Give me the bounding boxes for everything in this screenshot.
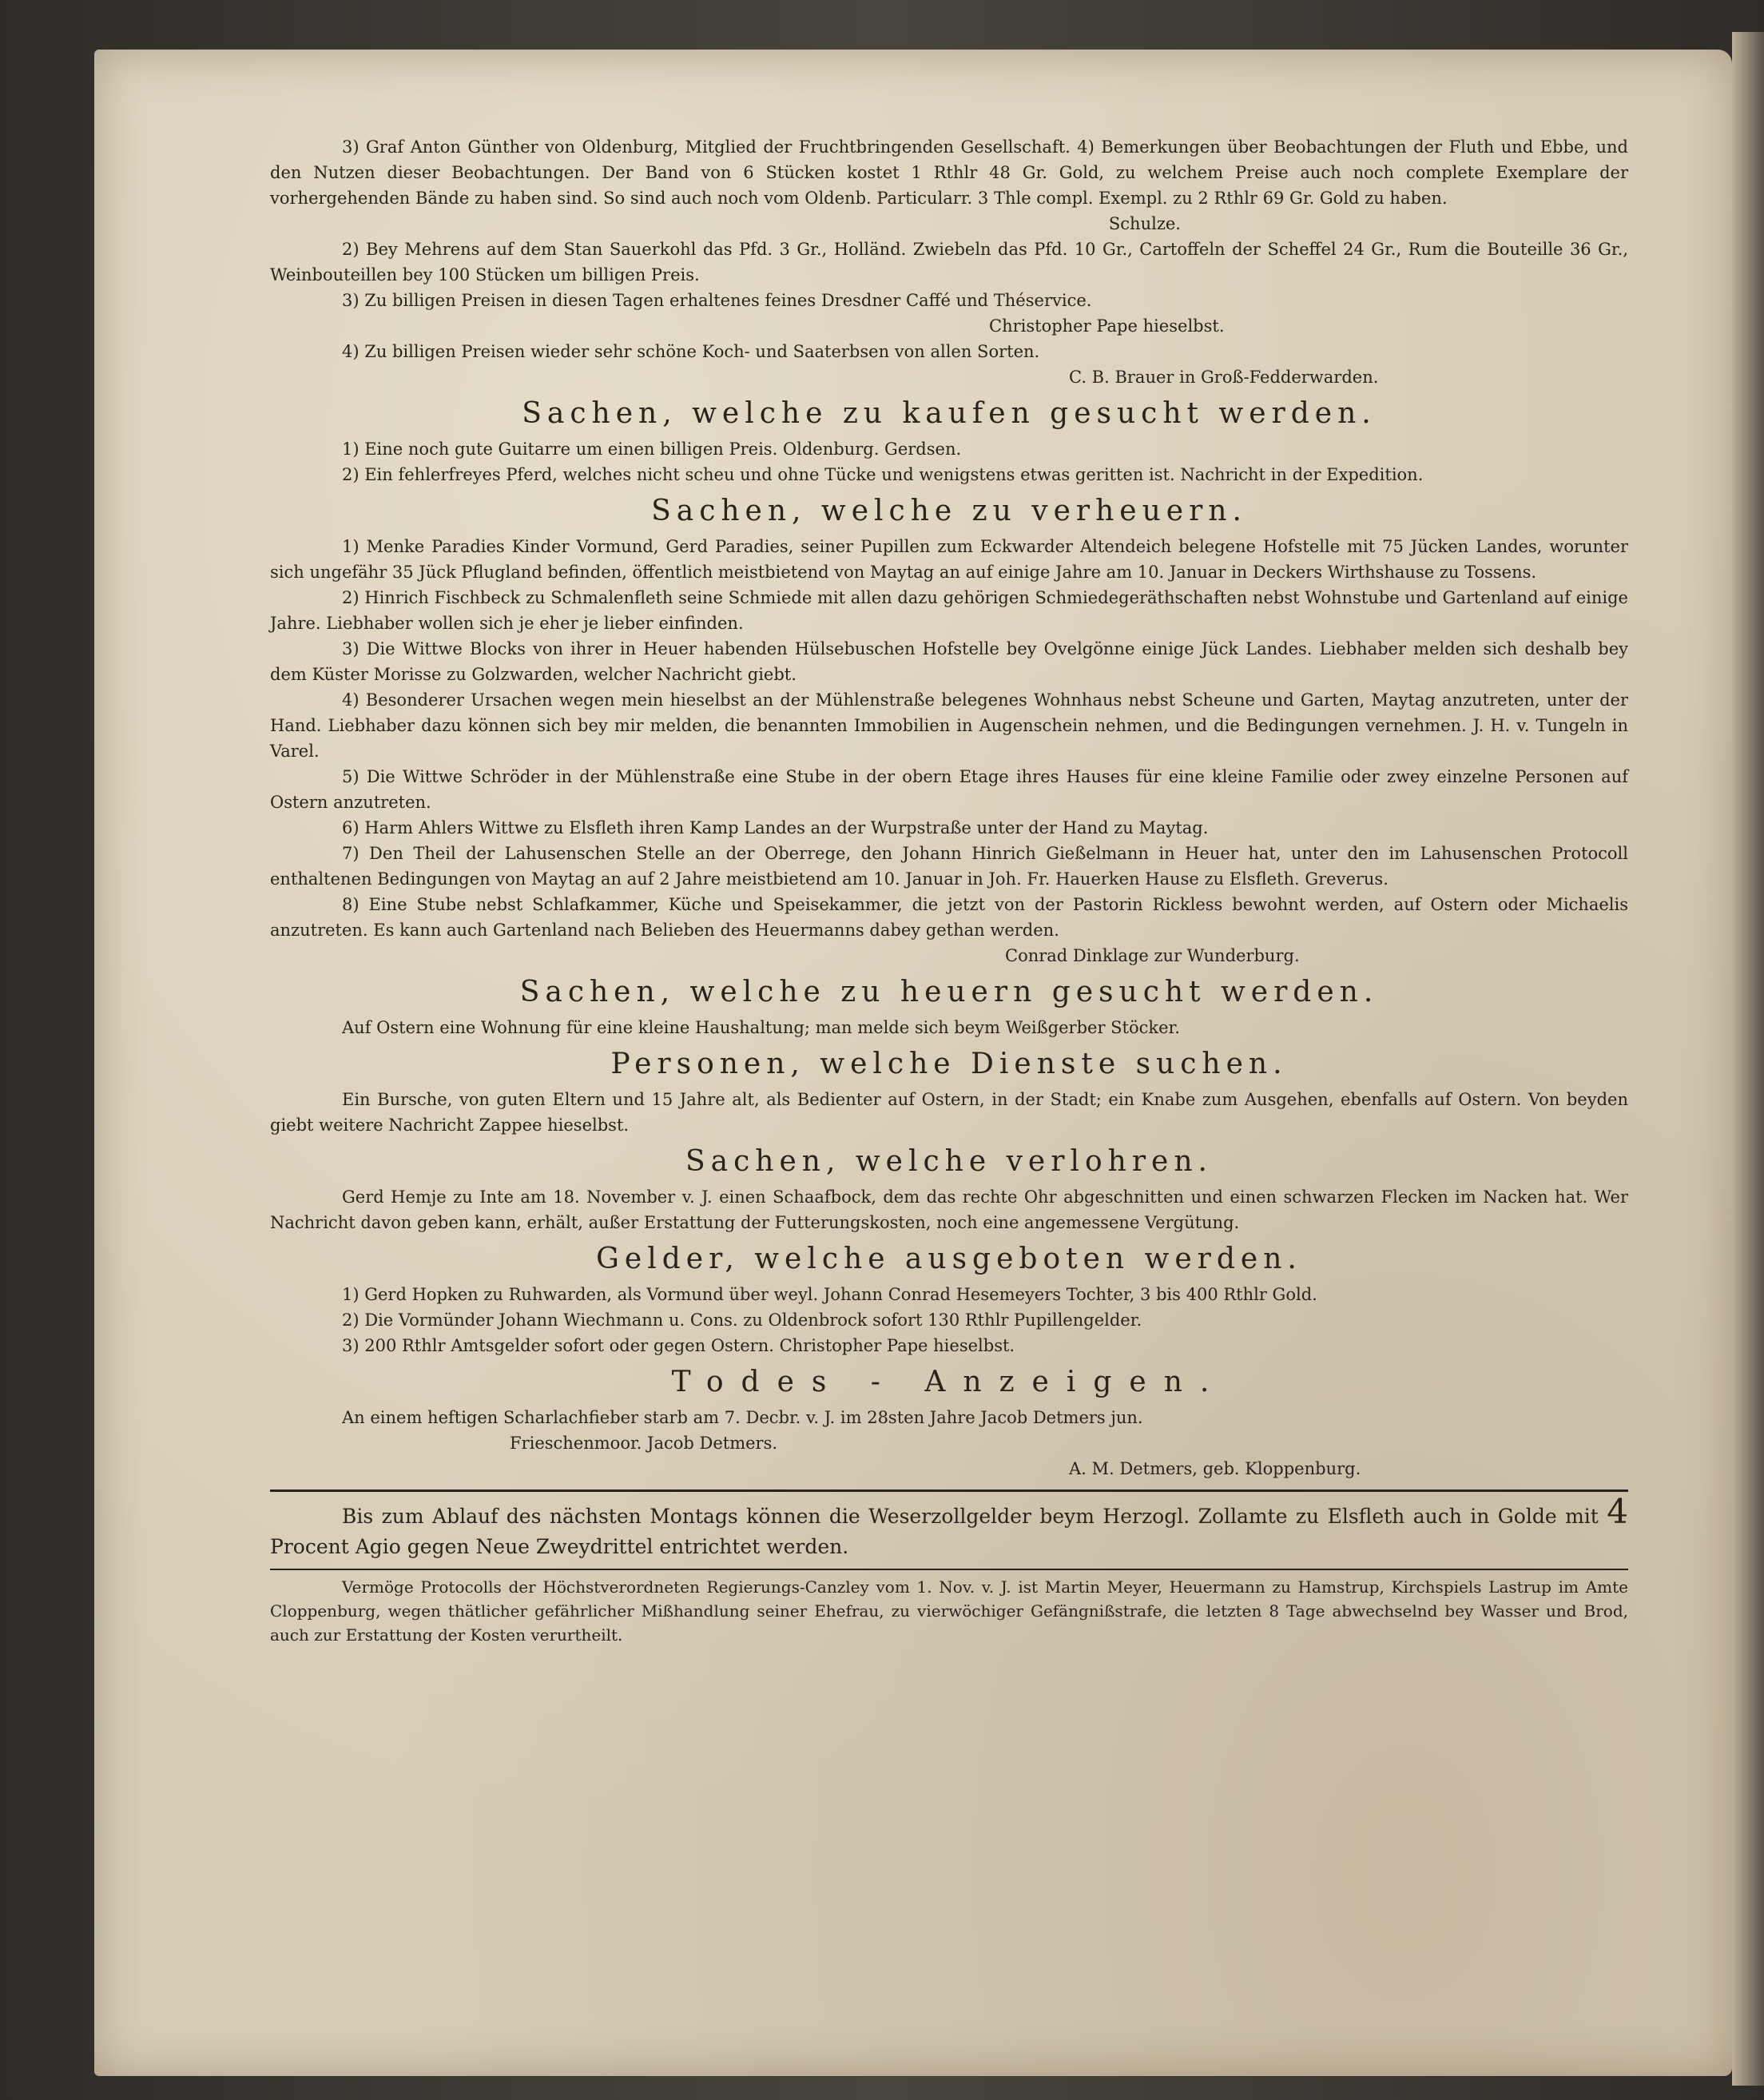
paragraph-schaafbock: Gerd Hemje zu Inte am 18. November v. J. einen Schaafbock, dem das rechte Ohr abgeschnitten und einen schwarzen Flecken im Nacken hat. Wer Nachricht davon geben kann, erhält, außer Erstattung der Futterungskosten, noch eine angemessene Vergütung. <box>270 1187 1628 1232</box>
paragraph-stube: 8) Eine Stube nebst Schlafkammer, Küche und Speisekammer, die jetzt von der Pastorin Rickless bewohnt werden, auf Ostern oder Michaelis anzutreten. Es kann auch Gartenland nach Belieben des Heuermanns dabey gethan werden. <box>270 895 1628 940</box>
heading-todes-anzeigen: Todes - Anzeigen. <box>671 1366 1227 1398</box>
paragraph-wohnung: Auf Ostern eine Wohnung für eine kleine Haushaltung; man melde sich beym Weißgerber Stöcker. <box>342 1018 1180 1037</box>
paragraph-caffe: 3) Zu billigen Preisen in diesen Tagen erhaltenes feines Dresdner Caffé und Théservice. <box>342 291 1092 310</box>
paragraph-scharlach: An einem heftigen Scharlachfieber starb am 7. Decbr. v. J. im 28sten Jahre Jacob Detmers jun. <box>342 1408 1143 1427</box>
signature-pape-1: Christopher Pape hieselbst. <box>989 316 1225 336</box>
paragraph-blocks: 3) Die Wittwe Blocks von ihrer in Heuer habenden Hülsebuschen Hofstelle bey Ovelgönne einige Jück Landes. Liebhaber melden sich deshalb bey dem Küster Morisse zu Golzwarden, welcher Nachricht giebt. <box>270 639 1628 684</box>
paragraph-schroeder: 5) Die Wittwe Schröder in der Mühlenstraße eine Stube in der obern Etage ihres Hauses für eine kleine Familie oder zwey einzelne Personen auf Ostern anzutreten. <box>270 767 1628 812</box>
paragraph-pferd: 2) Ein fehlerfreyes Pferd, welches nicht scheu und ohne Tücke und wenigstens etwas geritten ist. Nachricht in der Expedition. <box>342 465 1424 484</box>
notice-text-a: Bis zum Ablauf des nächsten Montags können die Weserzollgelder beym Herzogl. Zollamte zu Elsfleth auch in Golde mit <box>342 1505 1599 1528</box>
book-spine <box>1732 32 1764 2086</box>
paragraph-hopken: 1) Gerd Hopken zu Ruhwarden, als Vormund über weyl. Johann Conrad Hesemeyers Tochter, 3 bis 400 Rthlr Gold. <box>342 1285 1317 1304</box>
notice-weserzoll <box>270 1492 1628 1562</box>
signature-dinklage: Conrad Dinklage zur Wunderburg. <box>1005 946 1300 965</box>
paragraph-meyer-urteil: Vermöge Protocolls der Höchstverordneten Regierungs-Canzley vom 1. Nov. v. J. ist Martin Meyer, Heuermann zu Hamstrup, Kirchspiels Lastrup im Amte Cloppenburg, wegen thätlicher gefährlicher Mißhandlung seiner Ehefrau, zu vierwöchiger Gefängnißstrafe, die letzten 8 Tage abwechselnd bey Wasser und Brod, auch zur Erstattung der Kosten verurtheilt. <box>270 1577 1628 1645</box>
paragraph-fischbeck: 2) Hinrich Fischbeck zu Schmalenfleth seine Schmiede mit allen dazu gehörigen Schmiedegeräthschaften nebst Wohnstube und Gartenland auf einige Jahre. Liebhaber wollen sich je eher je lieber einfinden. <box>270 588 1628 633</box>
signature-schulze: Schulze. <box>1108 214 1181 233</box>
separator-rule-2 <box>270 1569 1628 1570</box>
paragraph-paradies: 1) Menke Paradies Kinder Vormund, Gerd Paradies, seiner Pupillen zum Eckwarder Altendeich belegene Hofstelle mit 75 Jücken Landes, worunter sich ungefähr 35 Jück Pflugland befinden, öffentlich meistbietend von Maytag an auf einige Jahre am 10. Januar in Deckers Wirthshause zu Tossens. <box>270 537 1628 582</box>
paragraph-wohnhaus: 4) Besonderer Ursachen wegen mein hieselbst an der Mühlenstraße belegenes Wohnhaus nebst Scheune und Garten, Maytag anzutreten, unter der Hand. Liebhaber dazu können sich bey mir melden, die benannten Immobilien in Augenschein nehmen, und die Bedingungen vernehmen. J. H. v. Tungeln in Varel. <box>270 690 1628 761</box>
paragraph-wiechmann: 2) Die Vormünder Johann Wiechmann u. Cons. zu Oldenbrock sofort 130 Rthlr Pupillengelder. <box>342 1311 1142 1330</box>
separator-rule-1 <box>270 1489 1628 1492</box>
signature-brauer: C. B. Brauer in Groß-Fedderwarden. <box>1069 368 1379 387</box>
signature-detmers-kloppenburg: A. M. Detmers, geb. Kloppenburg. <box>1069 1459 1361 1478</box>
paragraph-ahlers: 6) Harm Ahlers Wittwe zu Elsfleth ihren Kamp Landes an der Wurpstraße unter der Hand zu Maytag. <box>342 818 1209 837</box>
paragraph-book-advert: 3) Graf Anton Günther von Oldenburg, Mitglied der Fruchtbringenden Gesellschaft. 4) Bemerkungen über Beobachtungen der Fluth und Ebbe, und den Nutzen dieser Beobachtungen. Der Band von 6 Stücken kostet 1 Rthlr 48 Gr. Gold, zu welchem Preise auch noch complete Exemplare der vorhergehenden Bände zu haben sind. So sind auch noch vom Oldenb. Particularr. 3 Thle compl. Exempl. zu 2 Rthlr 69 Gr. Gold zu haben. <box>270 137 1628 208</box>
paragraph-lahusen: 7) Den Theil der Lahusenschen Stelle an der Oberrege, den Johann Hinrich Gießelmann in Heuer hat, unter den im Lahusenschen Protocoll enthaltenen Bedingungen von Maytag an auf 2 Jahre meistbietend am 10. Januar in Joh. Fr. Hauerken Hause zu Elsfleth. Greverus. <box>270 844 1628 889</box>
paragraph-erbsen: 4) Zu billigen Preisen wieder sehr schöne Koch- und Saaterbsen von allen Sorten. <box>342 342 1040 361</box>
heading-verheuern: Sachen, welche zu verheuern. <box>651 495 1247 527</box>
notice-text-b: Procent Agio gegen Neue Zweydrittel entrichtet werden. <box>270 1535 849 1558</box>
notice-number: 4 <box>1607 1492 1628 1531</box>
paragraph-mehrens: 2) Bey Mehrens auf dem Stan Sauerkohl das Pfd. 3 Gr., Holländ. Zwiebeln das Pfd. 10 Gr., Cartoffeln der Scheffel 24 Gr., Rum die Bouteille 36 Gr., Weinbouteillen bey 100 Stücken um billigen Preis. <box>270 240 1628 284</box>
heading-dienste: Personen, welche Dienste suchen. <box>610 1048 1288 1080</box>
heading-kaufen-gesucht: Sachen, welche zu kaufen gesucht werden. <box>522 397 1377 430</box>
heading-heuern-gesucht: Sachen, welche zu heuern gesucht werden. <box>519 976 1379 1008</box>
paragraph-bursche: Ein Bursche, von guten Eltern und 15 Jahre alt, als Bedienter auf Ostern, in der Stadt; ein Knabe zum Ausgehen, ebenfalls auf Ostern. Von beyden giebt weitere Nachricht Zappee hieselbst. <box>270 1090 1628 1135</box>
paragraph-amtsgelder: 3) 200 Rthlr Amtsgelder sofort oder gegen Ostern. Christopher Pape hieselbst. <box>342 1336 1015 1355</box>
page-text <box>270 134 1628 1647</box>
signature-detmers: Frieschenmoor. Jacob Detmers. <box>510 1434 778 1453</box>
heading-gelder: Gelder, welche ausgeboten werden. <box>596 1243 1302 1275</box>
heading-verlohren: Sachen, welche verlohren. <box>685 1145 1213 1178</box>
paragraph-guitarre: 1) Eine noch gute Guitarre um einen billigen Preis. Oldenburg. Gerdsen. <box>342 439 962 459</box>
